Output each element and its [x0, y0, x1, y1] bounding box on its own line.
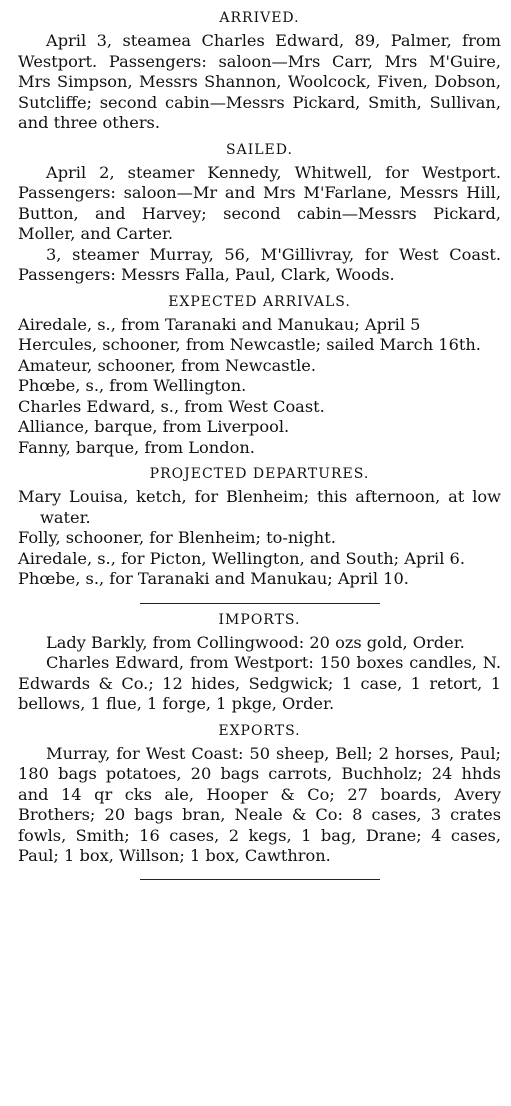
sailed-paragraph: 3, steamer Murray, 56, M'Gillivray, for West Coast. Passengers: Messrs Falla, Paul, Clark, Woods.: [18, 244, 501, 284]
expected-arrival-item: Charles Edward, s., from West Coast.: [18, 396, 325, 416]
expected-arrival-item: Fanny, barque, from London.: [18, 437, 255, 457]
exports-paragraph: Murray, for West Coast: 50 sheep, Bell; 2 horses, Paul; 180 bags potatoes, 20 bags carrots, Buchholz; 24 hhds and 14 qr cks ale, Hooper & Co; 27 boards, Avery Brothers; 20 bags bran, Neale & Co: 8 cases, 3 crates fowls, Smith; 16 cases, 2 kegs, 1 bag, Drane; 4 cases, Paul; 1 box, Willson; 1 box, Cawthron.: [18, 743, 501, 865]
imports-section: [18, 612, 501, 715]
arrived-heading: ARRIVED.: [219, 10, 300, 26]
exports-section: [18, 723, 501, 867]
sailed-section: [18, 142, 501, 286]
projected-departure-item: Folly, schooner, for Blenheim; to-night.: [18, 528, 336, 547]
sailed-heading: SAILED.: [226, 141, 293, 158]
section-divider: [140, 603, 380, 604]
expected-arrivals-heading: EXPECTED ARRIVALS.: [168, 293, 351, 310]
imports-heading: IMPORTS.: [218, 611, 301, 628]
projected-departures-heading: PROJECTED DEPARTURES.: [149, 466, 370, 482]
imports-paragraph: Lady Barkly, from Collingwood: 20 ozs gold, Order.: [46, 632, 465, 652]
expected-arrival-item: Alliance, barque, from Liverpool.: [18, 417, 290, 436]
arrived-section: [18, 10, 501, 134]
arrived-paragraph: April 3, steamea Charles Edward, 89, Palmer, from Westport. Passengers: saloon—Mrs Carr, Mrs M'Guire, Mrs Simpson, Messrs Shannon, Woolcock, Fiven, Dobson, Sutcliffe; second cabin—Messrs Pickard, Smith, Sullivan, and three others.: [18, 31, 501, 132]
expected-arrival-item: Phœbe, s., from Wellington.: [18, 376, 247, 395]
exports-heading: EXPORTS.: [218, 722, 301, 739]
section-gap: [18, 590, 501, 601]
expected-arrival-item: Hercules, schooner, from Newcastle; sailed March 16th.: [18, 335, 481, 354]
projected-departures-section: [18, 466, 501, 590]
expected-arrival-item: Airedale, s., from Taranaki and Manukau; April 5: [18, 314, 421, 334]
projected-departure-item: Mary Louisa, ketch, for Blenheim; this afternoon, at low water.: [18, 487, 501, 527]
projected-departure-item: Airedale, s., for Picton, Wellington, and South; April 6.: [18, 548, 466, 568]
imports-paragraph: Charles Edward, from Westport: 150 boxes candles, N. Edwards & Co.; 12 hides, Sedgwick; 1 case, 1 retort, 1 bellows, 1 flue, 1 forge, 1 pkge, Order.: [18, 653, 501, 713]
sailed-paragraph: April 2, steamer Kennedy, Whitwell, for Westport. Passengers: saloon—Mr and Mrs M'Farlane, Messrs Hill, Button, and Harvey; second cabin—Messrs Pickard, Moller, and Carter.: [18, 162, 501, 243]
end-divider: [140, 879, 380, 880]
expected-arrival-item: Amateur, schooner, from Newcastle.: [18, 355, 316, 375]
projected-departure-item: Phœbe, s., for Taranaki and Manukau; April 10.: [18, 569, 409, 588]
expected-arrivals-section: [18, 294, 501, 459]
